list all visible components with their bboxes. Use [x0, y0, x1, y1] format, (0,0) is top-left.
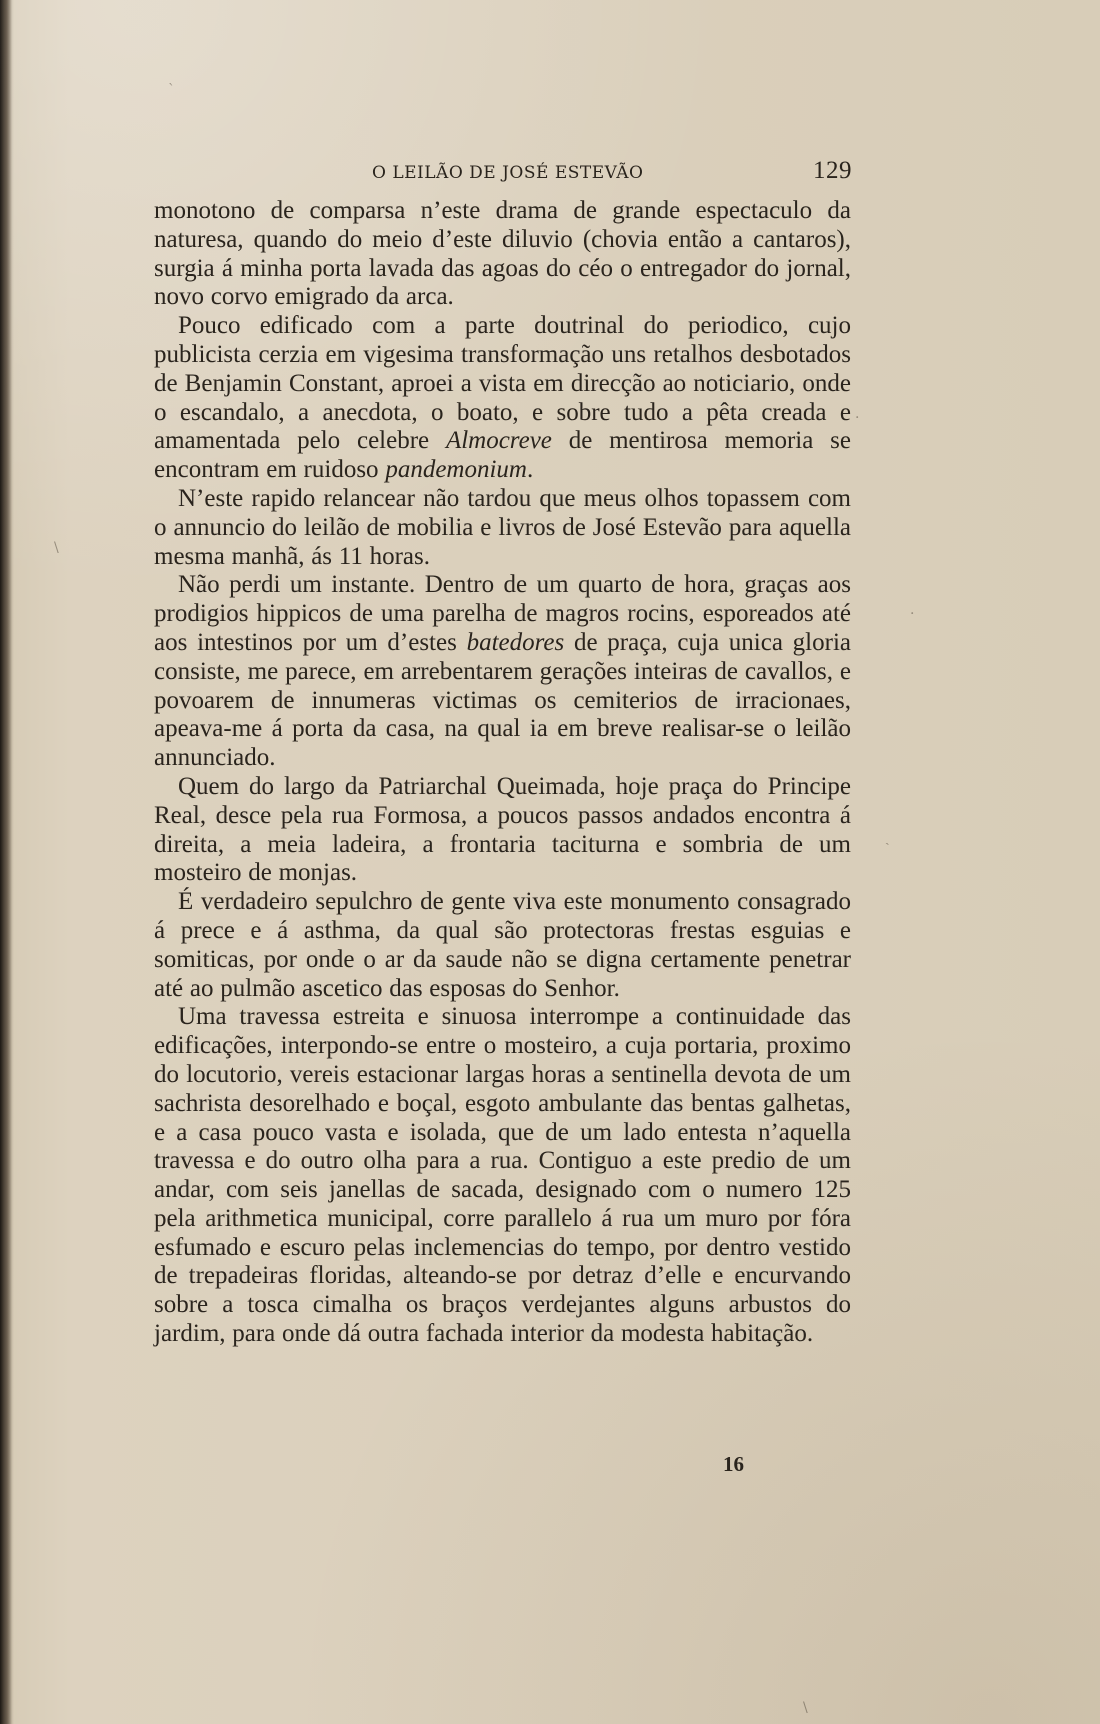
page-number: 129	[813, 157, 852, 184]
main-text	[154, 197, 851, 1349]
paragraph-5: Quem do largo da Patriarchal Queimada, hoje praça do Principe Real, desce pela rua Formosa, a poucos passos andados encontra á direita, a meia ladeira, a frontaria taciturna e sombria de um mosteiro de monjas.	[154, 772, 851, 887]
paragraph-2-text-b: de mentirosa memoria se encontram em ruidoso	[154, 427, 851, 484]
paragraph-2-text-c: .	[526, 456, 534, 484]
paragraph-2	[154, 312, 851, 485]
paragraph-3: N’este rapido relancear não tardou que meus olhos topassem com o annuncio do leilão de mobilia e livros de José Estevão para aquella mesma manhã, ás 11 horas.	[154, 484, 851, 570]
pandemonium-italic: pandemonium	[385, 456, 527, 484]
page-left-edge	[0, 0, 12, 1724]
paragraph-6: É verdadeiro sepulchro de gente viva este monumento consagrado á prece e á asthma, da qual são protectoras frestas esguias e somiticas, por onde o ar da saude não se digna certamente penetrar até ao pulmão ascetico das esposas do Senhor.	[154, 888, 851, 1002]
paragraph-1: monotono de comparsa n’este drama de grande espectaculo da naturesa, quando do meio d’este diluvio (chovia então a cantaros), surgia á minha porta lavada das agoas do céo o entregador do jornal, novo corvo emigrado da arca.	[154, 197, 851, 311]
page-header	[372, 157, 852, 187]
paragraph-4-text-a: Não perdi um instante. Dentro de um quarto de hora, graças aos prodigios hippicos de uma parelha de magros rocins, esporeados até aos intestinos por um d’estes	[154, 571, 851, 656]
paragraph-4-text-b: de praça, cuja unica gloria consiste, me parece, em arrebentarem gerações inteiras de cavallos, e povoarem de innumeras victimas os cemiterios de irracionaes, apeava-me á porta da casa, na qual ia em breve realisar-se o leilão annunciado.	[154, 628, 851, 772]
paragraph-7: Uma travessa estreita e sinuosa interrompe a continuidade das edificações, interpondo-se entre o mosteiro, a cuja portaria, proximo do locutorio, vereis estacionar largas horas a sentinella devota de um sachrista desorelhado e boçal, esgoto ambulante das bentas galhetas, e a casa pouco vasta e isolada, que de um lado entesta n’aquella travessa e do outro olha para a rua. Contiguo a este predio de um andar, com seis janellas de sacada, designado com o numero 125 pela arithmetica municipal, corre parallelo á rua um muro por fóra esfumado e escuro pelas inclemencias do tempo, por dentro vestido de trepadeiras floridas, alteando-se por detraz d’elle e encurvando sobre a tosca cimalha os braços verdejantes alguns arbustos do jardim, para onde dá outra fachada interior da modesta habitação.	[154, 1003, 851, 1348]
paper-speck: ˏ	[885, 830, 890, 846]
paper-speck: \	[54, 540, 59, 556]
paragraph-2-text-a: Pouco edificado com a parte doutrinal do periodico, cujo publicista cerzia em vigesima transformação uns retalhos desbotados de Benjamin Constant, aproei a vista em direcção ao noticiario, onde o escandalo, a anecdota, o boato, e sobre tudo a pêta creada e amamentada pelo celebre	[154, 312, 851, 455]
paper-speck: \	[803, 1700, 808, 1716]
paper-speck: ˋ	[168, 82, 175, 98]
paragraph-4	[154, 571, 851, 773]
running-head: O LEILÃO DE JOSÉ ESTEVÃO	[372, 163, 644, 183]
printer-signature: 16	[723, 1452, 744, 1476]
almocreve-italic: Almocreve	[445, 427, 552, 455]
paper-speck: ·	[855, 410, 860, 426]
paper-speck: ·	[910, 606, 915, 622]
batedores-italic: batedores	[466, 628, 565, 656]
